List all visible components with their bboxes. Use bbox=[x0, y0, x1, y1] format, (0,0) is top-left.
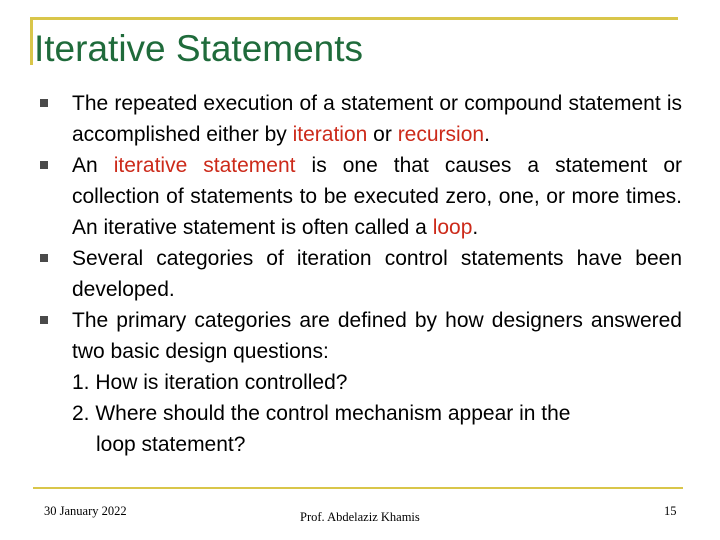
question-2: 2. Where should the control mechanism appear in the bbox=[72, 402, 571, 425]
bullet-text: . bbox=[484, 123, 490, 146]
slide-title: Iterative Statements bbox=[34, 28, 364, 69]
question-2-continuation: loop statement? bbox=[96, 433, 246, 456]
footer-divider bbox=[33, 487, 683, 489]
square-bullet-icon bbox=[40, 161, 48, 169]
highlight-term-iterative-statement: iterative statement bbox=[113, 154, 296, 177]
title-frame-left-line bbox=[30, 17, 33, 65]
bullet-text: or bbox=[367, 123, 398, 146]
bullet-item-2 bbox=[40, 150, 682, 243]
question-1: 1. How is iteration controlled? bbox=[72, 371, 348, 394]
bullet-text: The repeated execution of a statement or compound statement is accomplished either by bbox=[72, 92, 682, 146]
highlight-term-iteration: iteration bbox=[292, 123, 368, 146]
footer-page-number: 15 bbox=[664, 504, 677, 518]
square-bullet-icon bbox=[40, 254, 48, 262]
bullet-text: Several categories of iteration control statements have been developed. bbox=[72, 247, 682, 301]
highlight-term-loop: loop bbox=[432, 216, 473, 239]
bullet-list bbox=[40, 88, 682, 460]
square-bullet-icon bbox=[40, 99, 48, 107]
bullet-text: The primary categories are defined by how designers answered two basic design questions: bbox=[72, 309, 682, 363]
footer-author: Prof. Abdelaziz Khamis bbox=[300, 510, 420, 524]
bullet-text: is one that causes a statement or collection of statements to be executed zero, one, or more times. An iterative statement is often called a bbox=[72, 154, 682, 239]
square-bullet-icon bbox=[40, 316, 48, 324]
footer-date: 30 January 2022 bbox=[44, 504, 127, 518]
bullet-item-1 bbox=[40, 88, 682, 150]
bullet-item-4 bbox=[40, 305, 682, 367]
title-frame-top-line bbox=[30, 17, 678, 20]
bullet-item-3 bbox=[40, 243, 682, 305]
bullet-text: An bbox=[72, 154, 114, 177]
highlight-term-recursion: recursion bbox=[397, 123, 485, 146]
bullet-text: . bbox=[472, 216, 479, 239]
